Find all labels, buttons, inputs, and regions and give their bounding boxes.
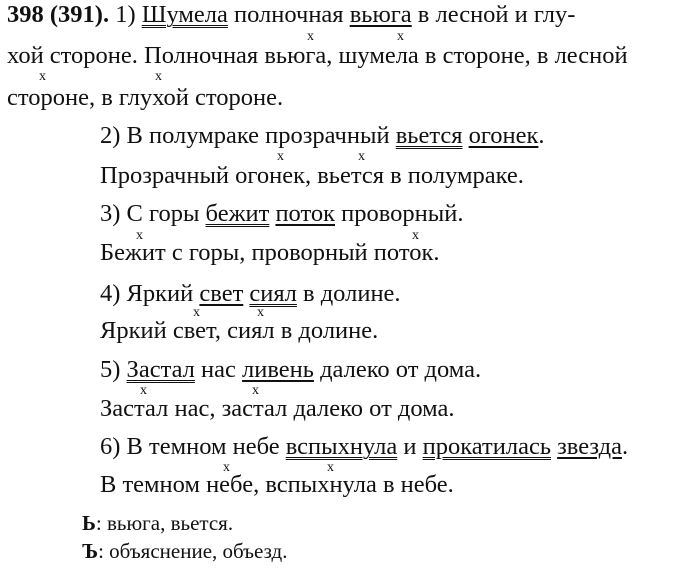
subject-word: огонек (468, 122, 539, 149)
mark-x: x (140, 383, 147, 398)
word: В темном небе (126, 433, 280, 460)
predicate-word: вьется (395, 122, 463, 149)
note-soft-sign (82, 508, 233, 538)
item-4-second: Яркий свет, сиял в долине. (100, 317, 379, 344)
subject-word: звезда (557, 433, 622, 460)
mark-x: x (257, 305, 264, 320)
item-3 (100, 199, 463, 229)
word: проворный. (341, 200, 464, 227)
predicate-word: бежит (205, 200, 270, 227)
subject-word: вьюга (349, 1, 412, 28)
item-4 (100, 279, 401, 309)
note-text: : вьюга, вьется. (95, 511, 234, 535)
item-2-second: Прозрачный огонек, вьется в полумраке. (100, 162, 524, 189)
predicate-word: сиял (249, 280, 297, 307)
item-label: 1) (115, 1, 136, 28)
mark-x: x (307, 29, 314, 44)
punct: . (538, 122, 545, 149)
mark-x: x (223, 460, 230, 475)
word: нас (201, 356, 236, 383)
word: В полумраке прозрачный (126, 122, 390, 149)
exercise-line-1 (7, 0, 575, 30)
item-6 (100, 432, 628, 462)
mark-x: x (39, 69, 46, 84)
exercise-line-3: стороне, в глухой стороне. (7, 84, 284, 111)
word: Яркий (126, 280, 194, 307)
item-label: 5) (100, 356, 121, 383)
subject-word: ливень (242, 356, 314, 383)
subject-word: поток (275, 200, 336, 227)
predicate-word: Шумела (141, 1, 228, 28)
subject-word: свет (199, 280, 244, 307)
word: полночная (234, 1, 344, 28)
punct: . (621, 433, 629, 460)
mark-x: x (358, 149, 365, 164)
mark-x: x (193, 305, 200, 320)
predicate-word: Застал (126, 356, 195, 383)
predicate-word: прокатилась (422, 433, 551, 460)
item-label: 6) (100, 433, 121, 460)
item-label: 2) (100, 122, 121, 149)
mark-x: x (327, 460, 334, 475)
mark-x: x (155, 69, 162, 84)
word: в лесной и глу- (417, 1, 576, 28)
item-5 (100, 355, 481, 385)
item-5-second: Застал нас, застал далеко от дома. (100, 395, 455, 422)
note-letter: Ъ (82, 539, 99, 563)
mark-x: x (277, 149, 284, 164)
mark-x: x (252, 383, 259, 398)
item-label: 4) (100, 280, 121, 307)
exercise-line-2: хой стороне. Полночная вьюга, шумела в стороне, в лесной (7, 42, 628, 69)
note-letter: Ь (82, 511, 96, 535)
exercise-number: 398 (391). (7, 1, 110, 28)
item-label: 3) (100, 200, 121, 227)
item-2 (100, 121, 545, 151)
word: в долине. (303, 280, 401, 307)
note-text: : объяснение, объезд. (98, 539, 288, 563)
note-hard-sign (82, 536, 287, 566)
word: С горы (126, 200, 200, 227)
item-3-second: Бежит с горы, проворный поток. (100, 239, 440, 266)
word: и (403, 433, 417, 460)
word: далеко от дома. (320, 356, 482, 383)
mark-x: x (412, 228, 419, 243)
mark-x: x (136, 228, 143, 243)
predicate-word: вспыхнула (285, 433, 398, 460)
mark-x: x (397, 29, 404, 44)
item-6-second: В темном небе, вспыхнула в небе. (100, 471, 454, 498)
